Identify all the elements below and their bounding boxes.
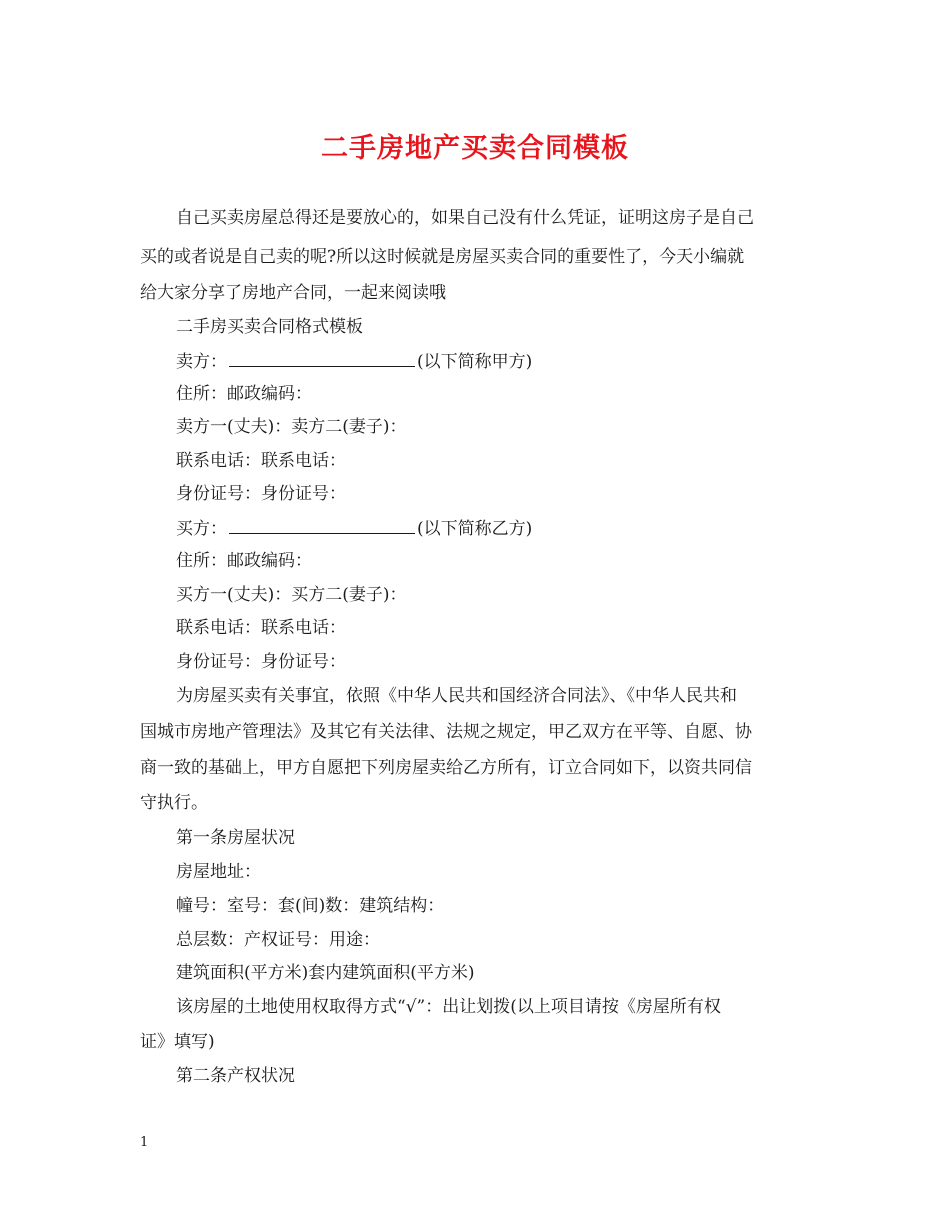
- seller-name-blank: [229, 349, 415, 367]
- intro-line-2: 买的或者说是自己卖的呢?所以这时候就是房屋买卖合同的重要性了，今天小编就: [140, 247, 745, 267]
- article1-land-use: 该房屋的土地使用权取得方式“√”：出让划拨(以上项目请按《房屋所有权: [176, 997, 721, 1017]
- article1-area-info: 建筑面积(平方米)套内建筑面积(平方米): [176, 963, 475, 983]
- article1-heading: 第一条房屋状况: [176, 828, 295, 848]
- buyer-name-blank: [229, 516, 415, 534]
- buyer-address: 住所：邮政编码：: [176, 551, 312, 571]
- seller-phone: 联系电话：联系电话：: [176, 451, 346, 471]
- seller-suffix: (以下简称甲方): [417, 352, 533, 372]
- buyer-line: [176, 516, 816, 541]
- buyer-id: 身份证号：身份证号：: [176, 652, 346, 672]
- preamble-line-4: 守执行。: [140, 793, 208, 813]
- document-title: 二手房地产买卖合同模板: [321, 133, 629, 164]
- article1-unit-info: 幢号：室号：套(间)数：建筑结构：: [176, 896, 445, 916]
- buyer-parties: 买方一(丈夫)：买方二(妻子)：: [176, 585, 407, 605]
- seller-id: 身份证号：身份证号：: [176, 484, 346, 504]
- buyer-suffix: (以下简称乙方): [417, 519, 533, 539]
- preamble-line-3: 商一致的基础上，甲方自愿把下列房屋卖给乙方所有，订立合同如下，以资共同信: [140, 758, 752, 778]
- seller-line: [176, 349, 816, 374]
- seller-address: 住所：邮政编码：: [176, 384, 312, 404]
- section-title: 二手房买卖合同格式模板: [176, 317, 363, 337]
- seller-label: 卖方：: [176, 352, 227, 372]
- article2-heading: 第二条产权状况: [176, 1066, 295, 1086]
- article1-address: 房屋地址：: [176, 862, 261, 882]
- preamble-line-1: 为房屋买卖有关事宜，依照《中华人民共和国经济合同法》、《中华人民共和: [176, 686, 737, 706]
- intro-line-1: 自己买卖房屋总得还是要放心的，如果自己没有什么凭证，证明这房子是自己: [176, 208, 754, 228]
- page-number: 1: [140, 1135, 149, 1150]
- buyer-phone: 联系电话：联系电话：: [176, 618, 346, 638]
- intro-line-3: 给大家分享了房地产合同，一起来阅读哦: [140, 283, 446, 303]
- preamble-line-2: 国城市房地产管理法》及其它有关法律、法规之规定，甲乙双方在平等、自愿、协: [140, 722, 752, 742]
- article1-floor-info: 总层数：产权证号：用途：: [176, 930, 380, 950]
- seller-parties: 卖方一(丈夫)：卖方二(妻子)：: [176, 417, 407, 437]
- article1-land-use-cont: 证》填写): [140, 1032, 215, 1052]
- buyer-label: 买方：: [176, 519, 227, 539]
